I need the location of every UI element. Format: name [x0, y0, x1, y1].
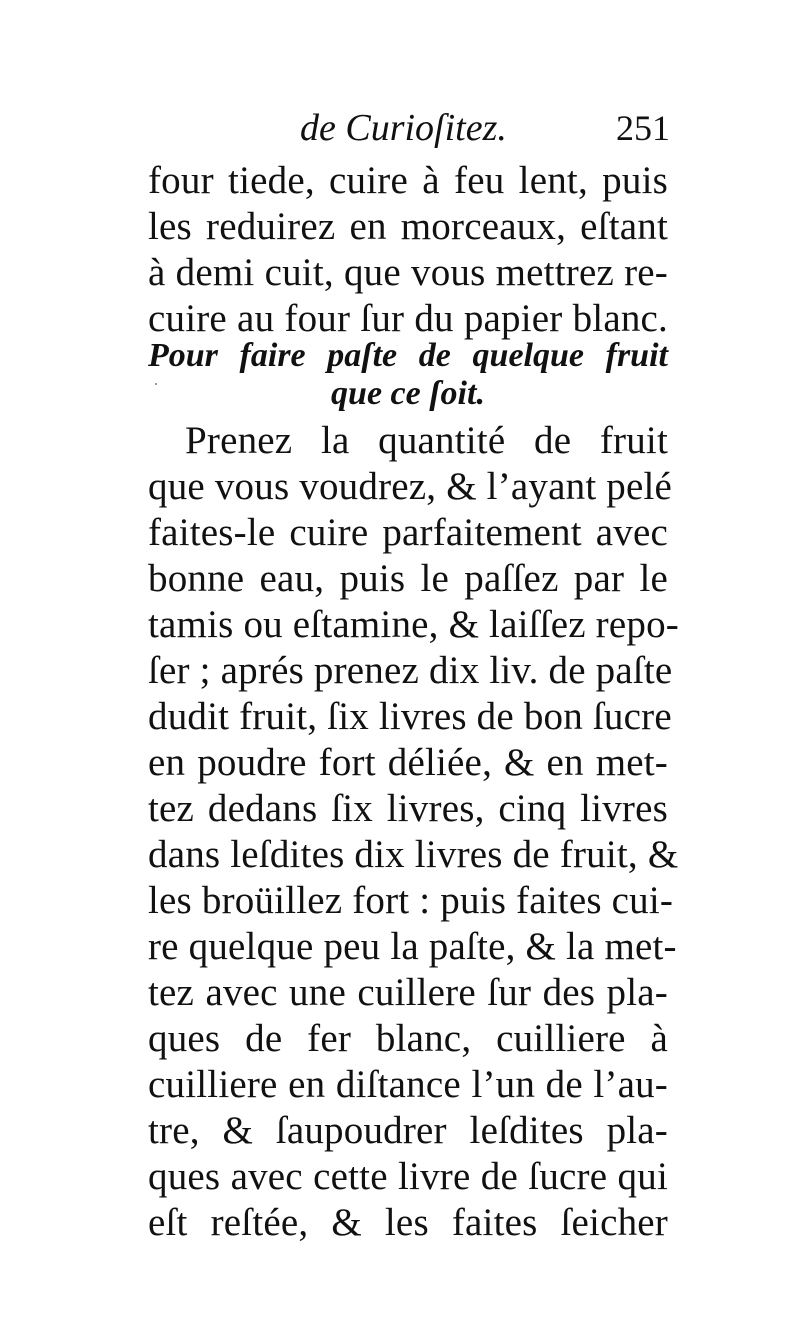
- text-line: que vous voudrez, & l’ayant pelé: [148, 465, 673, 508]
- text-line: les broüillez fort : puis faites cui-: [148, 879, 674, 922]
- running-head: [300, 102, 670, 154]
- page-number: 251: [616, 108, 670, 148]
- text-line: cuilliere en diſtance l’un de l’au-: [148, 1063, 668, 1106]
- text-line: tamis ou eſtamine, & laiſſez repo-: [148, 603, 679, 646]
- text-line: dudit fruit, ſix livres de bon ſucre: [148, 695, 672, 738]
- text-line: ſer ; aprés prenez dix liv. de paſte: [148, 649, 673, 692]
- running-title: de Curioſitez.: [300, 107, 507, 149]
- section-heading-line-2: que ce ſoit.: [331, 375, 485, 412]
- text-line: eſt reſtée, & les faites ſeicher: [148, 1201, 668, 1244]
- text-line: les reduirez en morceaux, eſtant: [148, 205, 668, 248]
- text-line: cuire au four ſur du papier blanc.: [148, 297, 668, 340]
- text-line: tez avec une cuillere ſur des pla-: [148, 971, 668, 1014]
- text-line: tez dedans ſix livres, cinq livres: [148, 787, 668, 830]
- text-line: Prenez la quantité de fruit: [185, 419, 668, 462]
- text-line: re quelque peu la paſte, & la met-: [148, 925, 677, 968]
- section-heading-line-1: Pour faire paſte de quelque fruit: [148, 337, 668, 374]
- text-line: faites-le cuire parfaitement avec: [148, 511, 668, 554]
- text-line: four tiede, cuire à feu lent, puis: [148, 159, 668, 202]
- text-line: à demi cuit, que vous mettrez re-: [148, 251, 668, 294]
- text-line: bonne eau, puis le paſſez par le: [148, 557, 668, 600]
- text-line: ques de fer blanc, cuilliere à: [148, 1017, 668, 1060]
- margin-dot: [155, 383, 157, 385]
- text-line: dans leſdites dix livres de fruit, &: [148, 833, 679, 876]
- text-line: ques avec cette livre de ſucre qui: [148, 1155, 668, 1198]
- text-line: en poudre fort déliée, & en met-: [148, 741, 668, 784]
- text-line: tre, & ſaupoudrer leſdites pla-: [148, 1109, 668, 1152]
